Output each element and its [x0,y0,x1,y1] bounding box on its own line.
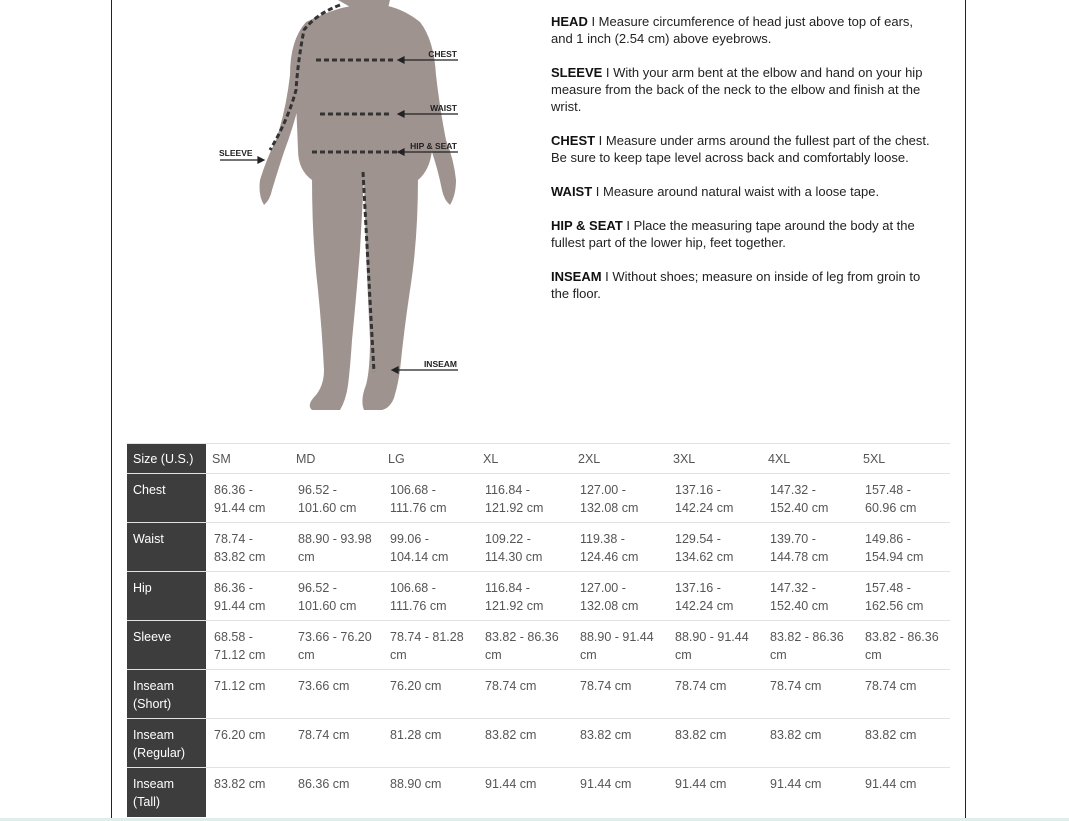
size-col-3xl: 3XL [667,444,762,474]
table-cell: 127.00 - 132.08 cm [572,474,667,523]
table-cell: 78.74 cm [477,670,572,719]
table-cell: 76.20 cm [382,670,477,719]
table-header-row [127,444,950,474]
row-label: Waist [127,523,206,572]
table-cell: 73.66 - 76.20 cm [290,621,382,670]
table-cell: 78.74 - 83.82 cm [206,523,290,572]
table-cell: 68.58 - 71.12 cm [206,621,290,670]
table-row [127,670,950,719]
table-row [127,572,950,621]
instruction-chest: CHEST I Measure under arms around the fullest part of the chest. Be sure to keep tape level across back and comfortably loose. [551,133,930,165]
size-col-xl: XL [477,444,572,474]
table-cell: 81.28 cm [382,719,477,768]
table-cell: 106.68 - 111.76 cm [382,474,477,523]
table-cell: 83.82 - 86.36 cm [477,621,572,670]
table-cell: 147.32 - 152.40 cm [762,474,857,523]
table-row [127,719,950,768]
instruction-waist: WAIST I Measure around natural waist with a loose tape. [551,184,880,199]
table-cell: 71.12 cm [206,670,290,719]
table-row [127,523,950,572]
table-cell: 99.06 - 104.14 cm [382,523,477,572]
table-cell: 76.20 cm [206,719,290,768]
table-cell: 137.16 - 142.24 cm [667,474,762,523]
table-cell: 106.68 - 111.76 cm [382,572,477,621]
waist-label: WAIST [430,103,457,113]
table-cell: 116.84 - 121.92 cm [477,572,572,621]
table-cell: 86.36 cm [290,768,382,817]
table-cell: 83.82 cm [477,719,572,768]
body-measurement-figure [210,0,470,420]
instruction-head: HEAD I Measure circumference of head just above top of ears, and 1 inch (2.54 cm) above eyebrows. [551,14,914,46]
table-cell: 91.44 cm [667,768,762,817]
table-cell: 157.48 - 162.56 cm [857,572,950,621]
row-label: Hip [127,572,206,621]
table-cell: 83.82 cm [206,768,290,817]
table-cell: 83.82 cm [572,719,667,768]
table-cell: 78.74 cm [290,719,382,768]
table-cell: 88.90 - 91.44 cm [667,621,762,670]
size-col-md: MD [290,444,382,474]
table-cell: 127.00 - 132.08 cm [572,572,667,621]
table-cell: 91.44 cm [857,768,950,817]
table-cell: 78.74 cm [857,670,950,719]
table-cell: 157.48 - 60.96 cm [857,474,950,523]
table-cell: 109.22 - 114.30 cm [477,523,572,572]
row-label: Inseam (Short) [127,670,206,719]
table-cell: 88.90 - 91.44 cm [572,621,667,670]
table-cell: 78.74 cm [667,670,762,719]
table-cell: 88.90 - 93.98 cm [290,523,382,572]
table-cell: 83.82 - 86.36 cm [762,621,857,670]
size-col-lg: LG [382,444,477,474]
size-col-2xl: 2XL [572,444,667,474]
inseam-label: INSEAM [423,359,457,369]
sleeve-label: SLEEVE [219,148,253,158]
table-row [127,474,950,523]
table-cell: 83.82 cm [857,719,950,768]
table-cell: 78.74 cm [572,670,667,719]
row-label: Inseam (Tall) [127,768,206,817]
table-cell: 78.74 - 81.28 cm [382,621,477,670]
table-row [127,768,950,817]
table-cell: 139.70 - 144.78 cm [762,523,857,572]
table-cell: 91.44 cm [572,768,667,817]
table-cell: 86.36 - 91.44 cm [206,572,290,621]
table-cell: 83.82 cm [667,719,762,768]
table-cell: 116.84 - 121.92 cm [477,474,572,523]
table-cell: 78.74 cm [762,670,857,719]
size-col-sm: SM [206,444,290,474]
measuring-instructions [551,13,931,319]
table-cell: 88.90 cm [382,768,477,817]
size-col-4xl: 4XL [762,444,857,474]
size-col-5xl: 5XL [857,444,950,474]
chest-label: CHEST [428,49,457,59]
table-cell: 137.16 - 142.24 cm [667,572,762,621]
table-cell: 91.44 cm [477,768,572,817]
table-cell: 119.38 - 124.46 cm [572,523,667,572]
table-cell: 96.52 - 101.60 cm [290,474,382,523]
instruction-hip-seat: HIP & SEAT I Place the measuring tape around the body at the fullest part of the lower hip, feet together. [551,218,915,250]
table-cell: 149.86 - 154.94 cm [857,523,950,572]
hip-seat-label: HIP & SEAT [410,141,457,151]
table-body [127,474,950,817]
table-row [127,621,950,670]
table-cell: 91.44 cm [762,768,857,817]
table-cell: 73.66 cm [290,670,382,719]
row-label: Inseam (Regular) [127,719,206,768]
table-cell: 96.52 - 101.60 cm [290,572,382,621]
table-cell: 129.54 - 134.62 cm [667,523,762,572]
row-label: Chest [127,474,206,523]
row-label: Sleeve [127,621,206,670]
table-cell: 83.82 - 86.36 cm [857,621,950,670]
size-chart-table [127,443,950,817]
table-cell: 83.82 cm [762,719,857,768]
size-header-label: Size (U.S.) [127,444,206,474]
instruction-sleeve: SLEEVE I With your arm bent at the elbow and hand on your hip measure from the back of the neck to the elbow and finish at the wrist. [551,65,923,114]
table-cell: 86.36 - 91.44 cm [206,474,290,523]
table-cell: 147.32 - 152.40 cm [762,572,857,621]
instruction-inseam: INSEAM I Without shoes; measure on inside of leg from groin to the floor. [551,269,921,301]
